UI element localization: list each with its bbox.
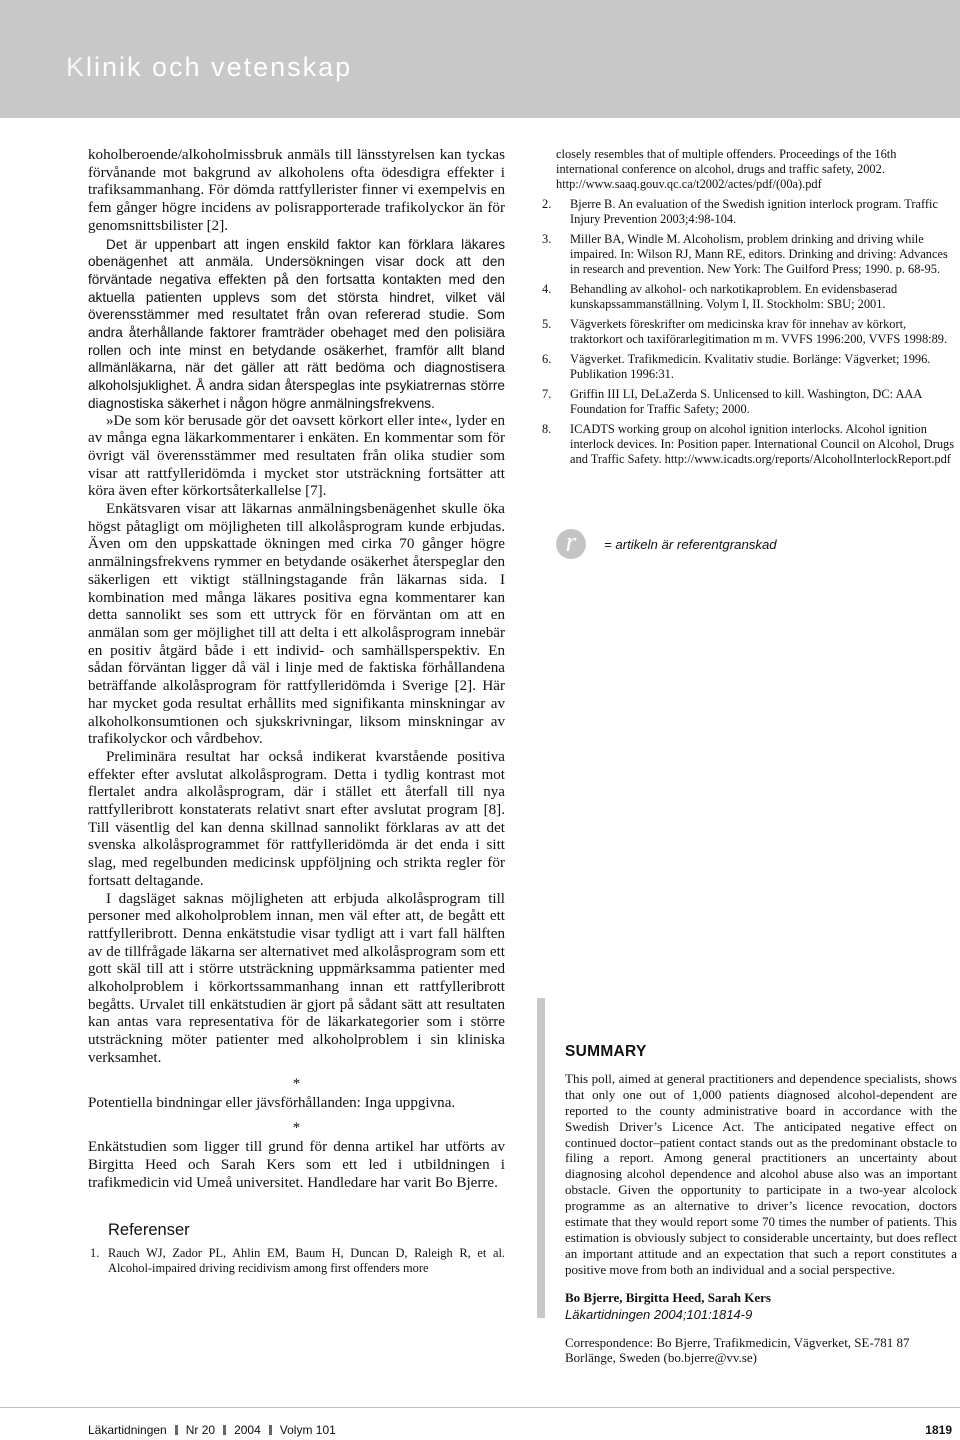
footer-separator [223,1425,226,1435]
reference-number: 4. [542,282,552,296]
reference-number: 5. [542,317,552,331]
reference-number: 2. [542,197,552,211]
paragraph: koholberoende/alkoholmissbruk anmäls till länsstyrelsen kan tyckas förvånande mot bakgrund av alkoholens ofta ödesdigra effekter i trafiksammanhang. För dömda rattfyllerister finner vi exempelvis en fem gånger högre incidens av polisrapporterade trafikolyckor än för genomsnittsbilister [2]. [88,147,505,234]
reference-number: 1. [90,1246,100,1261]
reference-text: Behandling av alkohol- och narkotikaproblem. En evidensbaserad kunskapssammanställning. Volym I, II. Stockholm: SBU; 2001. [570,282,898,311]
footer-separator [175,1425,178,1435]
footer-divider [0,1407,960,1408]
paragraph: »De som kör berusade gör det oavsett körkort eller inte«, lyder en av många egna läkarkommentarer i enkäten. En kommentar som för övrigt väl överensstämmer med resultaten från olika studier som visar att rattfylleridömda i mycket stor utsträckning fortsätter att köra även efter körkortsåterkallelse [7]. [88,412,505,500]
summary-correspondence: Correspondence: Bo Bjerre, Trafikmedicin, Vägverket, SE-781 87 Borlänge, Sweden (bo.bjerre@vv.se) [565,1334,910,1366]
reference-item [542,197,956,227]
footer-journal: Läkartidningen [88,1423,167,1437]
footer-issue: Nr 20 [185,1423,216,1437]
reference-item [542,232,956,277]
footer-volume: Volym 101 [279,1423,336,1437]
reference-item [542,387,956,417]
page-number: 1819 [925,1423,952,1437]
section-separator: * [292,1075,301,1092]
reference-text: ICADTS working group on alcohol ignition interlocks. Alcohol ignition interlock devices. In: Position paper. International Council on Alcohol, Drugs and Traffic Safety. http://www.icadts.org/reports/AlcoholInterlockReport.pdf [570,422,955,466]
paragraph: Enkätsvaren visar att läkarnas anmälningsbenägenhet skulle öka högst påtagligt om möjligheten till alkolåsprogram kunde erbjudas. Även om den uppskattade ökningen med cirka 70 gånger högre anmälningsfrekvens rymmer en betydande osäkerhet återspeglar den säkerligen ett viktigt ställningstagande från läkarnas sida. I kombination med många läkares positiva egna kommentarer kan detta sannolikt ses som ett uttryck för en förväntan om att en anmälan som ger möjlighet till att delta i ett alkolåsprogram innebär en positiv åtgärd både i ett individ- och samhällsperspektiv. En sådan förväntan ligger då väl i linje med de faktiska förhållandena beträffande alkolåsprogram för rattfylleridömda i Sverige [2]. Här har mycket goda resultat erhållits med signifikanta minskningar av alkoholkonsumtionen och sjukskrivningar, liksom minskningar av trafikolyckor och vårdbehov. [88,501,505,748]
reference-list [88,1246,505,1276]
reference-item [88,1246,505,1276]
left-text-column [88,147,505,1281]
reference-item [542,282,956,312]
section-title-initial: K [66,52,87,82]
reference-number: 7. [542,387,552,401]
reference-number: 6. [542,352,552,366]
reference-text: Rauch WJ, Zador PL, Ahlin EM, Baum H, Duncan D, Raleigh R, et al. Alcohol-impaired driving recidivism among first offenders more [108,1246,505,1276]
references-heading: Referenser [108,1221,190,1240]
footer-separator [269,1425,272,1435]
reference-item [542,352,956,382]
reference-text: Vägverkets föreskrifter om medicinska krav för innehav av körkort, traktorkort och taxiförarlegitimation m m. VVFS 1996:200, VVFS 1998:89. [570,317,948,346]
peer-review-icon: r [556,529,586,559]
paragraph: I dagsläget saknas möjligheten att erbjuda alkolåsprogram till personer med alkoholproblem innan, men väl efter att, de begått ett rattfylleribrott. Denna enkätstudie visar tydligt att i vart fall hälften av de tillfrågade läkarna ser alternativet med alkolåsprogram som ett gott skäl till att i större utsträckning uppmärksamma patienter med alkoholproblem i körkortssammanhang innan ett rattfylleribrott begåtts. Urvalet till enkätstudien är gjort på sådant sätt att resultaten kan antas vara representativa för de läkarkategorier som i större utsträckning möter patienter med alkoholproblem i sin kliniska verksamhet. [88,890,505,1066]
reference-number: 8. [542,422,552,436]
right-reference-column [542,147,956,472]
reference-continuation: closely resembles that of multiple offenders. Proceedings of the 16th international conference on alcohol, drugs and traffic safety, 2002. http://www.saaq.gouv.qc.ca/t2002/actes/pdf/(00a).pdf [556,147,897,191]
section-title [66,52,352,83]
summary-citation: Läkartidningen 2004;101:1814-9 [565,1306,753,1322]
reference-text: Miller BA, Windle M. Alcoholism, problem drinking and driving while impaired. In: Wilson RJ, Mann RE, editors. Drinking and driving: Advances in research and prevention. New York: The Guilford Press; 1990. p. 68-95. [570,232,948,276]
reference-item [542,317,956,347]
reference-number: 3. [542,232,552,246]
summary-box [565,1044,957,1366]
reference-item [542,422,956,467]
funding-statement: Enkätstudien som ligger till grund för denna artikel har utförts av Birgitta Heed och Sarah Kers som ett led i utbildningen i trafikmedicin vid Umeå universitet. Handledare har varit Bo Bjerre. [88,1139,505,1191]
reference-text: Bjerre B. An evaluation of the Swedish ignition interlock program. Traffic Injury Prevention 2003;4:98-104. [570,197,938,226]
summary-authors: Bo Bjerre, Birgitta Heed, Sarah Kers [565,1289,771,1305]
paragraph: Preliminära resultat har också indikerat kvarstående positiva effekter efter avslutat alkolåsprogram. Detta i tydlig kontrast mot flertalet andra alkolåsprogram, där i stället ett återfall till nya rattfylleribrott konstaterats relativt snart efter avslutat program [8]. Till väsentlig del kan denna skillnad sannolikt förklaras av att det svenska alkolåsprogrammet för rattfylleridömda är det enda i sitt slag, med regelbunden medicinsk uppföljning och strikta regler för fortsatt deltagande. [88,748,505,889]
peer-review-note [556,527,777,561]
paragraph: Det är uppenbart att ingen enskild faktor kan förklara läkares obenägenhet att anmäla. Undersökningen visar dock att den förväntade negativa effekten på den fortsatta kontakten med den aktuella patienten upplevs som det största hindret, vilket väl överensstämmer med resultatet från ovan refererad studie. Som andra återhållande faktorer framträder obehaget med den polisiära rollen och inte minst en betydande osäkerhet, framför allt bland allmänläkarna, när det gäller att rätt bedöma och diagnostisera alkoholsjuklighet. Å andra sidan återspeglas inte psykiatrernas större diagnostiska säkerhet i någon högre anmälningsfrekvens. [88,236,505,411]
conflict-statement: Potentiella bindningar eller jävsförhållanden: Inga uppgivna. [88,1094,456,1111]
peer-review-label: = artikeln är referentgranskad [604,536,777,552]
footer-publication [88,1423,336,1437]
footer-year: 2004 [234,1423,261,1437]
section-separator: * [292,1120,301,1137]
section-title-rest: linik och vetenskap [86,52,353,82]
summary-accent-bar [537,998,545,1318]
summary-body: This poll, aimed at general practitioners and dependence specialists, shows that only one out of 1,000 patients diagnosed alcohol-dependent are reported to the county administrative board in accordance with the Swedish Driver’s Licence Act. The anticipated negative effect on continued doctor–patient contact stands out as the predominant obstacle to filing a report. Among general practitioners an uncertainty about diagnosing alcohol dependence and alcohol abuse also was an important obstacle. Given the opportunity to participate in a two-year alcolock programme as an alternative to driver’s licence revocation, doctors estimate that they would report some 70 times the number of patients. This estimation is obviously subject to considerable uncertainty, but does reflect an important attitude and an expectation that such a report constitutes a positive move from both an individual and a social perspective. [565,1070,957,1277]
summary-heading: SUMMARY [565,1043,647,1060]
reference-text: Griffin III LI, DeLaZerda S. Unlicensed to kill. Washington, DC: AAA Foundation for Traffic Safety; 2000. [570,387,922,416]
reference-text: Vägverket. Trafikmedicin. Kvalitativ studie. Borlänge: Vägverket; 1996. Publikation 1996:31. [570,352,931,381]
